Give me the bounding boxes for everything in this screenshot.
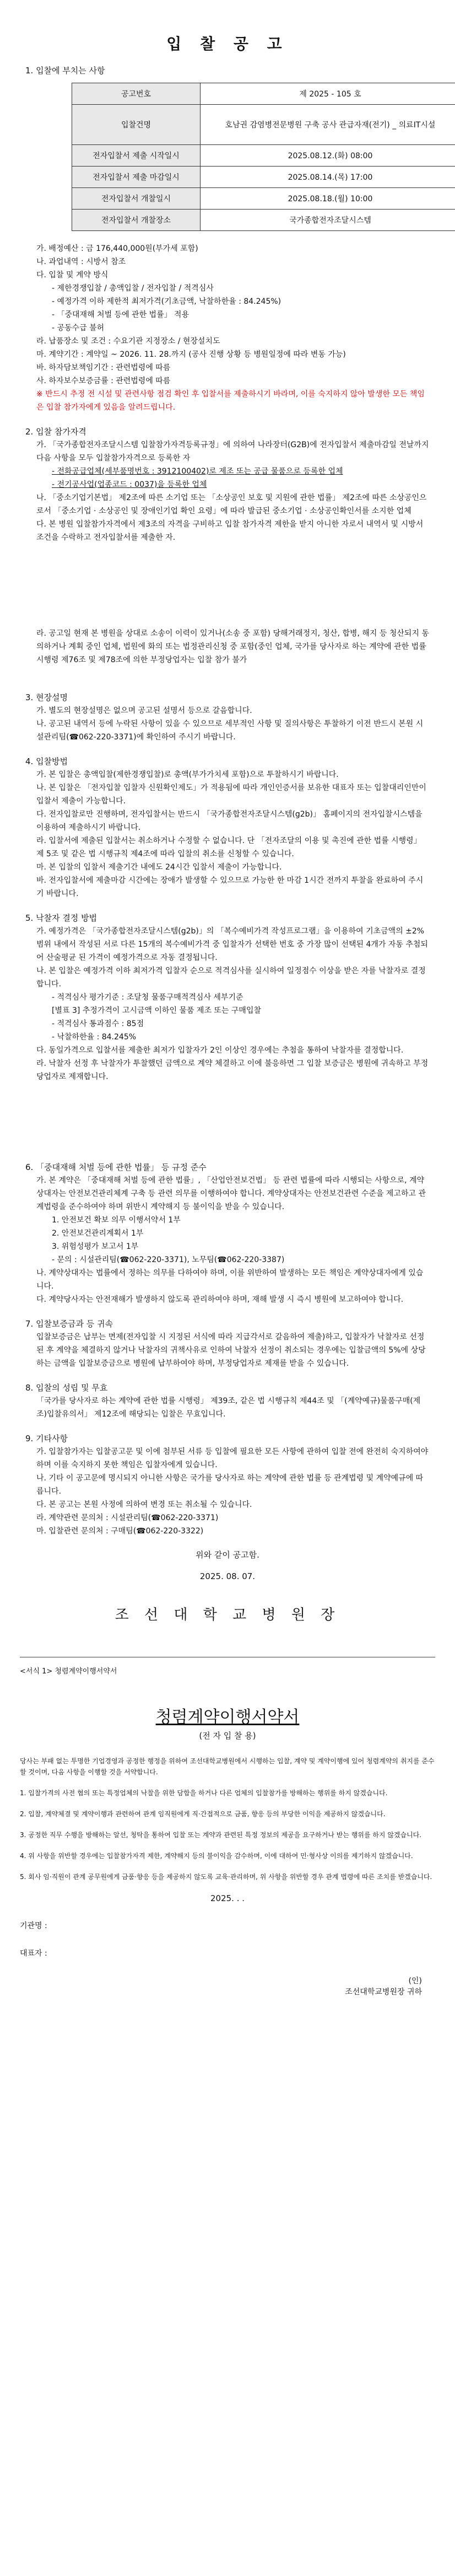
section-8 — [25, 1381, 430, 1421]
section-5 — [25, 911, 430, 1083]
table-value: 2025.08.12.(화) 08:00 — [201, 145, 455, 167]
section-heading: 4. 입찰방법 — [25, 756, 68, 766]
table-row — [72, 188, 455, 210]
list-item: 나. 공고된 내역서 등에 누락된 사항이 있을 수 있으므로 세부적인 사항 및 질의사항은 투찰하기 이전 반드시 본원 시설관리팀(☎062-220-3371)에 확인하여 주시기 바랍니다. — [36, 720, 424, 742]
list-item: 가. 배정예산 : 금 176,440,000원(부가세 포함) — [36, 244, 198, 253]
table-row — [72, 167, 455, 188]
list-item: 3. 위험성평가 보고서 1부 — [52, 1242, 139, 1251]
list-item: - 전화공급업체(세부품명번호 : 3912100402)로 제조 또는 공급 물품으로 등록한 업체 — [52, 467, 343, 476]
section-6 — [25, 1161, 430, 1306]
section-heading: 7. 입찰보증금과 등 귀속 — [25, 1319, 113, 1329]
section-7 — [25, 1317, 430, 1370]
list-item: 다. 계약당사자는 안전재해가 발생하지 않도록 관리하여야 하며, 재해 발생 시 즉시 병원에 보고하여야 합니다. — [36, 1295, 404, 1304]
table-row — [72, 105, 455, 145]
list-item: 라. 납품장소 및 조건 : 수요기관 지정장소 / 현장설치도 — [36, 337, 220, 346]
table-label: 전자입찰서 개찰일시 — [72, 188, 201, 210]
table-row — [72, 210, 455, 231]
list-item: 2. 안전보건관리계획서 1부 — [52, 1229, 144, 1238]
list-item: 마. 계약기간 : 계약일 ~ 2026. 11. 28.까지 (공사 진행 상황 등 병원일정에 따라 변동 가능) — [36, 350, 346, 359]
list-item: 가. 「국가종합전자조달시스템 입찰참가자격등록규정」에 의하여 나라장터(G2B)에 전자입찰서 제출마감일 전날까지 다음 사항을 모두 입찰참가자격으로 등록한 자 — [36, 441, 429, 463]
section-2 — [25, 425, 430, 667]
list-item: 나. 기타 이 공고문에 명시되지 아니한 사항은 국가를 당사자로 하는 계약에 관한 법률 등 관계법령 및 계약예규에 따릅니다. — [36, 1474, 424, 1496]
list-item: 바. 하자담보책임기간 : 관련법령에 따름 — [36, 363, 171, 372]
list-item: 다. 동일가격으로 입찰서를 제출한 최저가 입찰자가 2인 이상인 경우에는 추첨을 통하여 낙찰자를 결정합니다. — [36, 1046, 404, 1055]
section-heading: 6. 「중대재해 처벌 등에 관한 법률」 등 규정 준수 — [25, 1162, 207, 1172]
notice-date: 2025. 08. 07. — [199, 1571, 256, 1581]
contract-body — [0, 1741, 455, 1882]
org-name-field: 기관명 : — [20, 1922, 47, 1930]
section-heading: 9. 기타사항 — [25, 1434, 68, 1443]
table-row — [72, 83, 455, 105]
list-item: 입찰보증금은 납부는 면제(전자입찰 시 지정된 서식에 따라 지급각서로 갈음하여 제출)하고, 입찰자가 낙찰자로 선정된 후 계약을 체결하지 않거나 낙찰자의 귀책사유로 인하여 낙찰자 선정이 취소되는 경우에는 입찰금액의 5%에 상당하는 금액을 입찰보증금으로 병원에 납부하여야 하며, 부정당업자로 제재를 받을 수 있습니다. — [36, 1333, 426, 1368]
list-item: 가. 예정가격은 「국가종합전자조달시스템(g2b)」의 「복수예비가격 작성프로그램」을 이용하여 기초금액의 ±2%범위 내에서 작성된 서로 다른 15개의 복수예비가격 중 입찰자가 선택한 번호 중 가장 많이 선택된 4개가 자동 추첨되어 산술평균 된 가격이 예정가격으로 자동 결정됩니다. — [36, 927, 428, 962]
list-item: - 제한경쟁입찰 / 총액입찰 / 전자입찰 / 적격심사 — [52, 284, 214, 293]
contract-paragraph: 3. 공정한 직무 수행을 방해하는 알선, 청탁을 통하여 입찰 또는 계약과 관련된 특정 정보의 제공을 요구하거나 받는 행위를 하지 않겠습니다. — [20, 1831, 422, 1839]
list-item: 라. 낙찰자 선정 후 낙찰자가 투찰했던 금액으로 계약 체결하고 이에 불응하면 그 입찰 보증금은 병원에 귀속하고 부정당업자로 제재합니다. — [36, 1059, 429, 1081]
list-item: 다. 전자입찰로만 진행하며, 전자입찰서는 반드시 「국가종합전자조달시스템(g2b)」 홈페이지의 전자입찰시스템을 이용하여 제출하시기 바랍니다. — [36, 810, 422, 832]
list-item: 마. 본 입찰의 입찰서 제출기간 내에도 24시간 입찰서 제출이 가능합니다. — [36, 863, 282, 872]
table-label: 전자입찰서 제출 시작일시 — [72, 145, 201, 167]
list-item: 「국가를 당사자로 하는 계약에 관한 법률 시행령」 제39조, 같은 법 시행규칙 제44조 및 「(계약예규)물품구매(제조)입찰유의서」 제12조에 해당되는 입찰은 무효입니다. — [36, 1397, 421, 1419]
table-row — [72, 145, 455, 167]
list-item: [별표 3] 추정가격이 고시금액 이하인 물품 제조 또는 구매입찰 — [52, 1006, 262, 1015]
section-9 — [25, 1432, 430, 1538]
table-label: 입찰건명 — [72, 105, 201, 145]
list-item: - 문의 : 시설관리팀(☎062-220-3371), 노무팀(☎062-220-3387) — [52, 1255, 285, 1264]
list-item: 가. 별도의 현장설명은 없으며 공고된 설명서 등으로 갈음합니다. — [36, 706, 252, 715]
contract-paragraph: 4. 위 사항을 위반할 경우에는 입찰참가자격 제한, 계약해지 등의 불이익을 감수하며, 이에 대하여 민·형사상 이의를 제기하지 않겠습니다. — [20, 1852, 413, 1860]
list-item: 라. 입찰서에 제출된 입찰서는 취소하거나 수정할 수 없습니다. 단 「전자조달의 이용 및 촉진에 관한 법률 시행령」 제 5조 및 같은 법 시행규칙 제4조에 따라 입찰의 취소를 신청할 수 있습니다. — [36, 836, 421, 858]
list-item: 나. 과업내역 : 시방서 참조 — [36, 257, 126, 266]
list-item: 1. 안전보건 확보 의무 이행서약서 1부 — [52, 1216, 181, 1225]
contract-date: 2025. . . — [210, 1893, 245, 1903]
list-item: 나. 계약상대자는 법률에서 정하는 의무를 다하여야 하며, 이를 위반하여 발생하는 모든 책임은 계약상대자에게 있습니다. — [36, 1269, 424, 1291]
contract-paragraph: 당사는 부패 없는 투명한 기업경영과 공정한 행정을 위하여 조선대학교병원에서 시행하는 입찰, 계약 및 계약이행에 있어 청렴계약의 취지를 준수할 것이며, 다음 사항을 이행할 것을 서약합니다. — [20, 1757, 435, 1776]
list-item: 다. 본 공고는 본원 사정에 의하여 변경 또는 취소될 수 있습니다. — [36, 1500, 252, 1509]
list-item: 라. 공고일 현재 본 병원을 상대로 소송이 이력이 있거나(소송 중 포함) 당해거래정지, 청산, 합병, 해지 등 청산되지 동의하거나 계획 중인 업체, 법원에 화의 또는 법정관리신청 중 포함(중인 업체, 국가를 당사자로 하는 계약에 관한 법률시행령 제76조 및 제78조에 의한 부정당업자는 입찰 참가 불가 — [36, 629, 429, 664]
page-title: 입 찰 공 고 — [166, 35, 289, 53]
table-value: 호남권 감염병전문병원 구축 공사 관급자재(전기) _ 의료IT시설 — [201, 105, 455, 145]
table-value: 2025.08.14.(목) 17:00 — [201, 167, 455, 188]
section-3 — [25, 678, 430, 744]
list-item: 다. 입찰 및 계약 방식 — [36, 271, 109, 280]
list-item: 나. 「중소기업기본법」 제2조에 따른 소기업 또는 「소상공인 보호 및 지원에 관한 법률」 제2조에 따른 소상공인으로서 「중소기업 · 소상공인 및 장애인기업 확인 요령」에 따라 발급된 중소기업 · 소상공인확인서를 소지한 업체 — [36, 493, 427, 516]
list-item: - 공동수급 불허 — [52, 324, 105, 332]
contract-subtitle: (전 자 입 찰 용) — [199, 1731, 256, 1741]
list-item: - 적격심사 평가기준 : 조달청 물품구매적격심사 세부기준 — [52, 993, 243, 1002]
signature: 조 선 대 학 교 병 원 장 — [115, 1607, 340, 1623]
table-label: 공고번호 — [72, 83, 201, 105]
bid-info-table — [72, 83, 455, 231]
table-label: 전자입찰서 개찰장소 — [72, 210, 201, 231]
seal-placeholder: (인) — [408, 1977, 422, 1985]
list-item: 가. 본 입찰은 총액입찰(제한경쟁입찰)로 총액(부가가치세 포함)으로 투찰하시기 바랍니다. — [36, 770, 339, 779]
list-item: - 낙찰하한율 : 84.245% — [52, 1033, 137, 1042]
list-item: 가. 입찰참가자는 입찰공고문 및 이에 첨부된 서류 등 입찰에 필요한 모든 사항에 관하여 입찰 전에 완전히 숙지하여야 하며 이를 숙지하지 못한 책임은 입찰자에게 있습니다. — [36, 1447, 429, 1469]
contract-title: 청렴계약이행서약서 — [155, 1708, 300, 1727]
section-heading: 3. 현장설명 — [25, 693, 68, 702]
section-heading: 1. 입찰에 부치는 사항 — [25, 66, 105, 76]
contract-paragraph: 5. 회사 임·직원이 관계 공무원에게 금품·향응 등을 제공하지 않도록 교육·관리하며, 위 사항을 위반할 경우 관계 법령에 따른 조치를 받겠습니다. — [20, 1873, 432, 1881]
section-heading: 2. 입찰 참가자격 — [25, 427, 86, 437]
section-4 — [25, 755, 430, 900]
list-item: 가. 본 계약은 「중대재해 처벌 등에 관한 법률」, 「산업안전보건법」 등 관련 법률에 따라 시행되는 사항으로, 계약상대자는 안전보건관리체계 구축 등 관련 의무를 이행하여야 합니다. 계약상대자는 안전보건관련 수준을 제고하고 관계법령을 준수하여야 하며 위반시 계약해지 등 불이익을 받을 수 있습니다. — [36, 1176, 426, 1211]
list-item: - 전기공사업(업종코드 : 0037)을 등록한 업체 — [52, 480, 207, 489]
contract-paragraph: 1. 입찰가격의 사전 협의 또는 특정업체의 낙찰을 위한 담합을 하거나 다른 업체의 입찰참가를 방해하는 행위를 하지 않겠습니다. — [20, 1789, 388, 1797]
representative-field: 대표자 : — [20, 1949, 47, 1958]
list-item: 라. 계약관련 문의처 : 시설관리팀(☎062-220-3371) — [36, 1514, 219, 1522]
list-item: - 적격심사 통과점수 : 85점 — [52, 1019, 144, 1028]
list-item: 다. 본 병원 입찰참가자격에서 제3조의 자격을 구비하고 입찰 참가자격 제한을 받지 아니한 자로서 내역서 및 시방서 조건을 수락하고 전자입찰서를 제출한 자. — [36, 520, 424, 542]
table-value: 제 2025 - 105 호 — [201, 83, 455, 105]
list-item: 사. 하자보수보증금률 : 관련법령에 따름 — [36, 377, 171, 385]
recipient: 조선대학교병원장 귀하 — [345, 1988, 422, 1997]
list-item: - 예정가격 이하 제한적 최저가격(기초금액, 낙찰하한율 : 84.245%) — [52, 297, 281, 306]
table-label: 전자입찰서 제출 마감일시 — [72, 167, 201, 188]
section-heading: 8. 입찰의 성립 및 무효 — [25, 1383, 108, 1393]
list-item: 바. 전자입찰서에 제출마감 시간에는 장애가 발생할 수 있으므로 가능한 한 마감 1시간 전까지 투찰을 완료하여 주시기 바랍니다. — [36, 876, 424, 898]
list-item: 나. 본 입찰은 예정가격 이하 최저가격 입찰자 순으로 적격심사를 실시하여 일정점수 이상을 받은 자를 낙찰자로 결정합니다. — [36, 967, 426, 989]
signature-fields — [0, 1903, 455, 1958]
section-heading: 5. 낙찰자 결정 방법 — [25, 913, 98, 923]
attachment-label: <서식 1> 청렴계약이행서약서 — [20, 1667, 117, 1676]
table-value: 국가종합전자조달시스템 — [201, 210, 455, 231]
contract-paragraph: 2. 입찰, 계약체결 및 계약이행과 관련하여 관계 임직원에게 직·간접적으로 금품, 향응 등의 부당한 이익을 제공하지 않겠습니다. — [20, 1810, 386, 1818]
list-item: 나. 본 입찰은 「전자입찰 입찰자 신원확인제도」가 적용됨에 따라 개인인증서를 보유한 대표자 또는 입찰대리인만이 입찰서 제출이 가능합니다. — [36, 783, 426, 806]
list-item: 마. 입찰관련 문의처 : 구매팀(☎062-220-3322) — [36, 1527, 204, 1536]
section-1 — [0, 64, 455, 1624]
list-item: - 「중대재해 처벌 등에 관한 법률」 적용 — [52, 310, 189, 319]
closing-text: 위와 같이 공고함. — [196, 1550, 259, 1560]
warning-notice: ※ 반드시 추정 전 시설 및 관련사항 점검 확인 후 입찰서를 제출하시기 바라며, 이를 숙지하지 않아 발생한 모든 책임은 입찰 참가자에게 있음을 알려드립니다. — [36, 390, 425, 412]
table-value: 2025.08.18.(월) 10:00 — [201, 188, 455, 210]
item-list — [25, 242, 430, 414]
